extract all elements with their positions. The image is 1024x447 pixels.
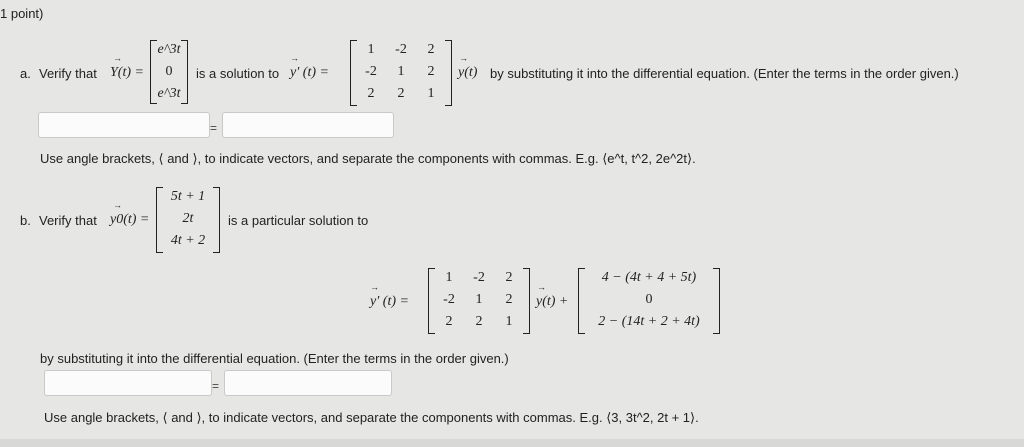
part-a-verify-text: Verify that (39, 66, 97, 81)
part-b-particular-text: is a particular solution to (228, 213, 369, 228)
matrix-entry: e^3t (157, 42, 181, 57)
matrix-entry: 2 (505, 270, 513, 285)
equals-sign: = (210, 121, 218, 135)
matrix-entry: -2 (473, 270, 485, 285)
part-b-y-t-plus: y(t) + (536, 294, 569, 309)
part-a-answer-left-input[interactable] (38, 112, 210, 138)
matrix-entry: 1 (397, 64, 405, 79)
matrix-entry: 1 (367, 42, 375, 57)
matrix-entry: 2 (427, 64, 435, 79)
part-a-y-t: y(t) (458, 65, 478, 80)
part-b-forcing-vector (578, 268, 720, 334)
part-a-label: a. (20, 66, 31, 81)
matrix-entry: e^3t (157, 86, 181, 101)
matrix-entry: 2 (505, 292, 513, 307)
matrix-entry: 2 (445, 314, 453, 329)
part-b-answer-left-input[interactable] (44, 370, 212, 396)
vector-arrow-icon: → (113, 200, 122, 210)
matrix-entry: 2 (397, 86, 405, 101)
matrix-entry: -2 (365, 64, 377, 79)
matrix-entry: 1 (427, 86, 435, 101)
matrix-entry: 2 (475, 314, 483, 329)
matrix-entry: -2 (443, 292, 455, 307)
part-a-note: Use angle brackets, ⟨ and ⟩, to indicate vectors, and separate the components with commas. E.g. ⟨e^t, t^2, 2e^2t⟩. (40, 151, 696, 166)
part-b-y-prime: y′ (t) = (370, 294, 409, 309)
matrix-entry: 0 (165, 64, 173, 79)
vector-arrow-icon: → (113, 53, 122, 63)
part-b-answer-right-input[interactable] (224, 370, 392, 396)
part-b-instruction: by substituting it into the differential equation. (Enter the terms in the order given.) (40, 351, 509, 366)
matrix-entry: -2 (395, 42, 407, 57)
part-a-coefficient-matrix (350, 40, 452, 106)
matrix-entry: 1 (475, 292, 483, 307)
equals-sign: = (212, 379, 220, 393)
part-a-solution-vector (150, 40, 188, 104)
matrix-entry: 4 − (4t + 4 + 5t) (601, 270, 697, 285)
vector-arrow-icon: → (370, 282, 379, 292)
matrix-entry: 1 (445, 270, 453, 285)
matrix-entry: 2t (182, 211, 194, 226)
matrix-entry: 5t + 1 (170, 189, 206, 204)
part-b-note: Use angle brackets, ⟨ and ⟩, to indicate vectors, and separate the components with commas. E.g. ⟨3, 3t^2, 2t + 1⟩. (44, 410, 699, 425)
part-b-verify-text: Verify that (39, 213, 97, 228)
vector-arrow-icon: → (290, 53, 299, 63)
vector-arrow-icon: → (537, 282, 546, 292)
part-a-instruction: by substituting it into the differential equation. (Enter the terms in the order given.) (490, 66, 959, 81)
matrix-entry: 1 (505, 314, 513, 329)
part-b-label: b. (20, 213, 31, 228)
matrix-entry: 2 − (14t + 2 + 4t) (598, 314, 700, 329)
points-label: 1 point) (0, 6, 44, 21)
matrix-entry: 2 (367, 86, 375, 101)
part-b-vector-name: y0(t) = (110, 212, 150, 227)
part-a-is-solution-text: is a solution to (196, 66, 280, 81)
matrix-entry: 0 (645, 292, 653, 307)
vector-arrow-icon: → (459, 53, 468, 63)
part-a-answer-right-input[interactable] (222, 112, 394, 138)
page-bottom-edge (0, 439, 1024, 447)
part-b-coefficient-matrix (428, 268, 530, 334)
part-b-solution-vector (156, 187, 220, 253)
part-a-y-prime: y′ (t) = (290, 65, 329, 80)
matrix-entry: 4t + 2 (170, 233, 206, 248)
part-a-vector-name: Y(t) = (110, 65, 144, 80)
matrix-entry: 2 (427, 42, 435, 57)
